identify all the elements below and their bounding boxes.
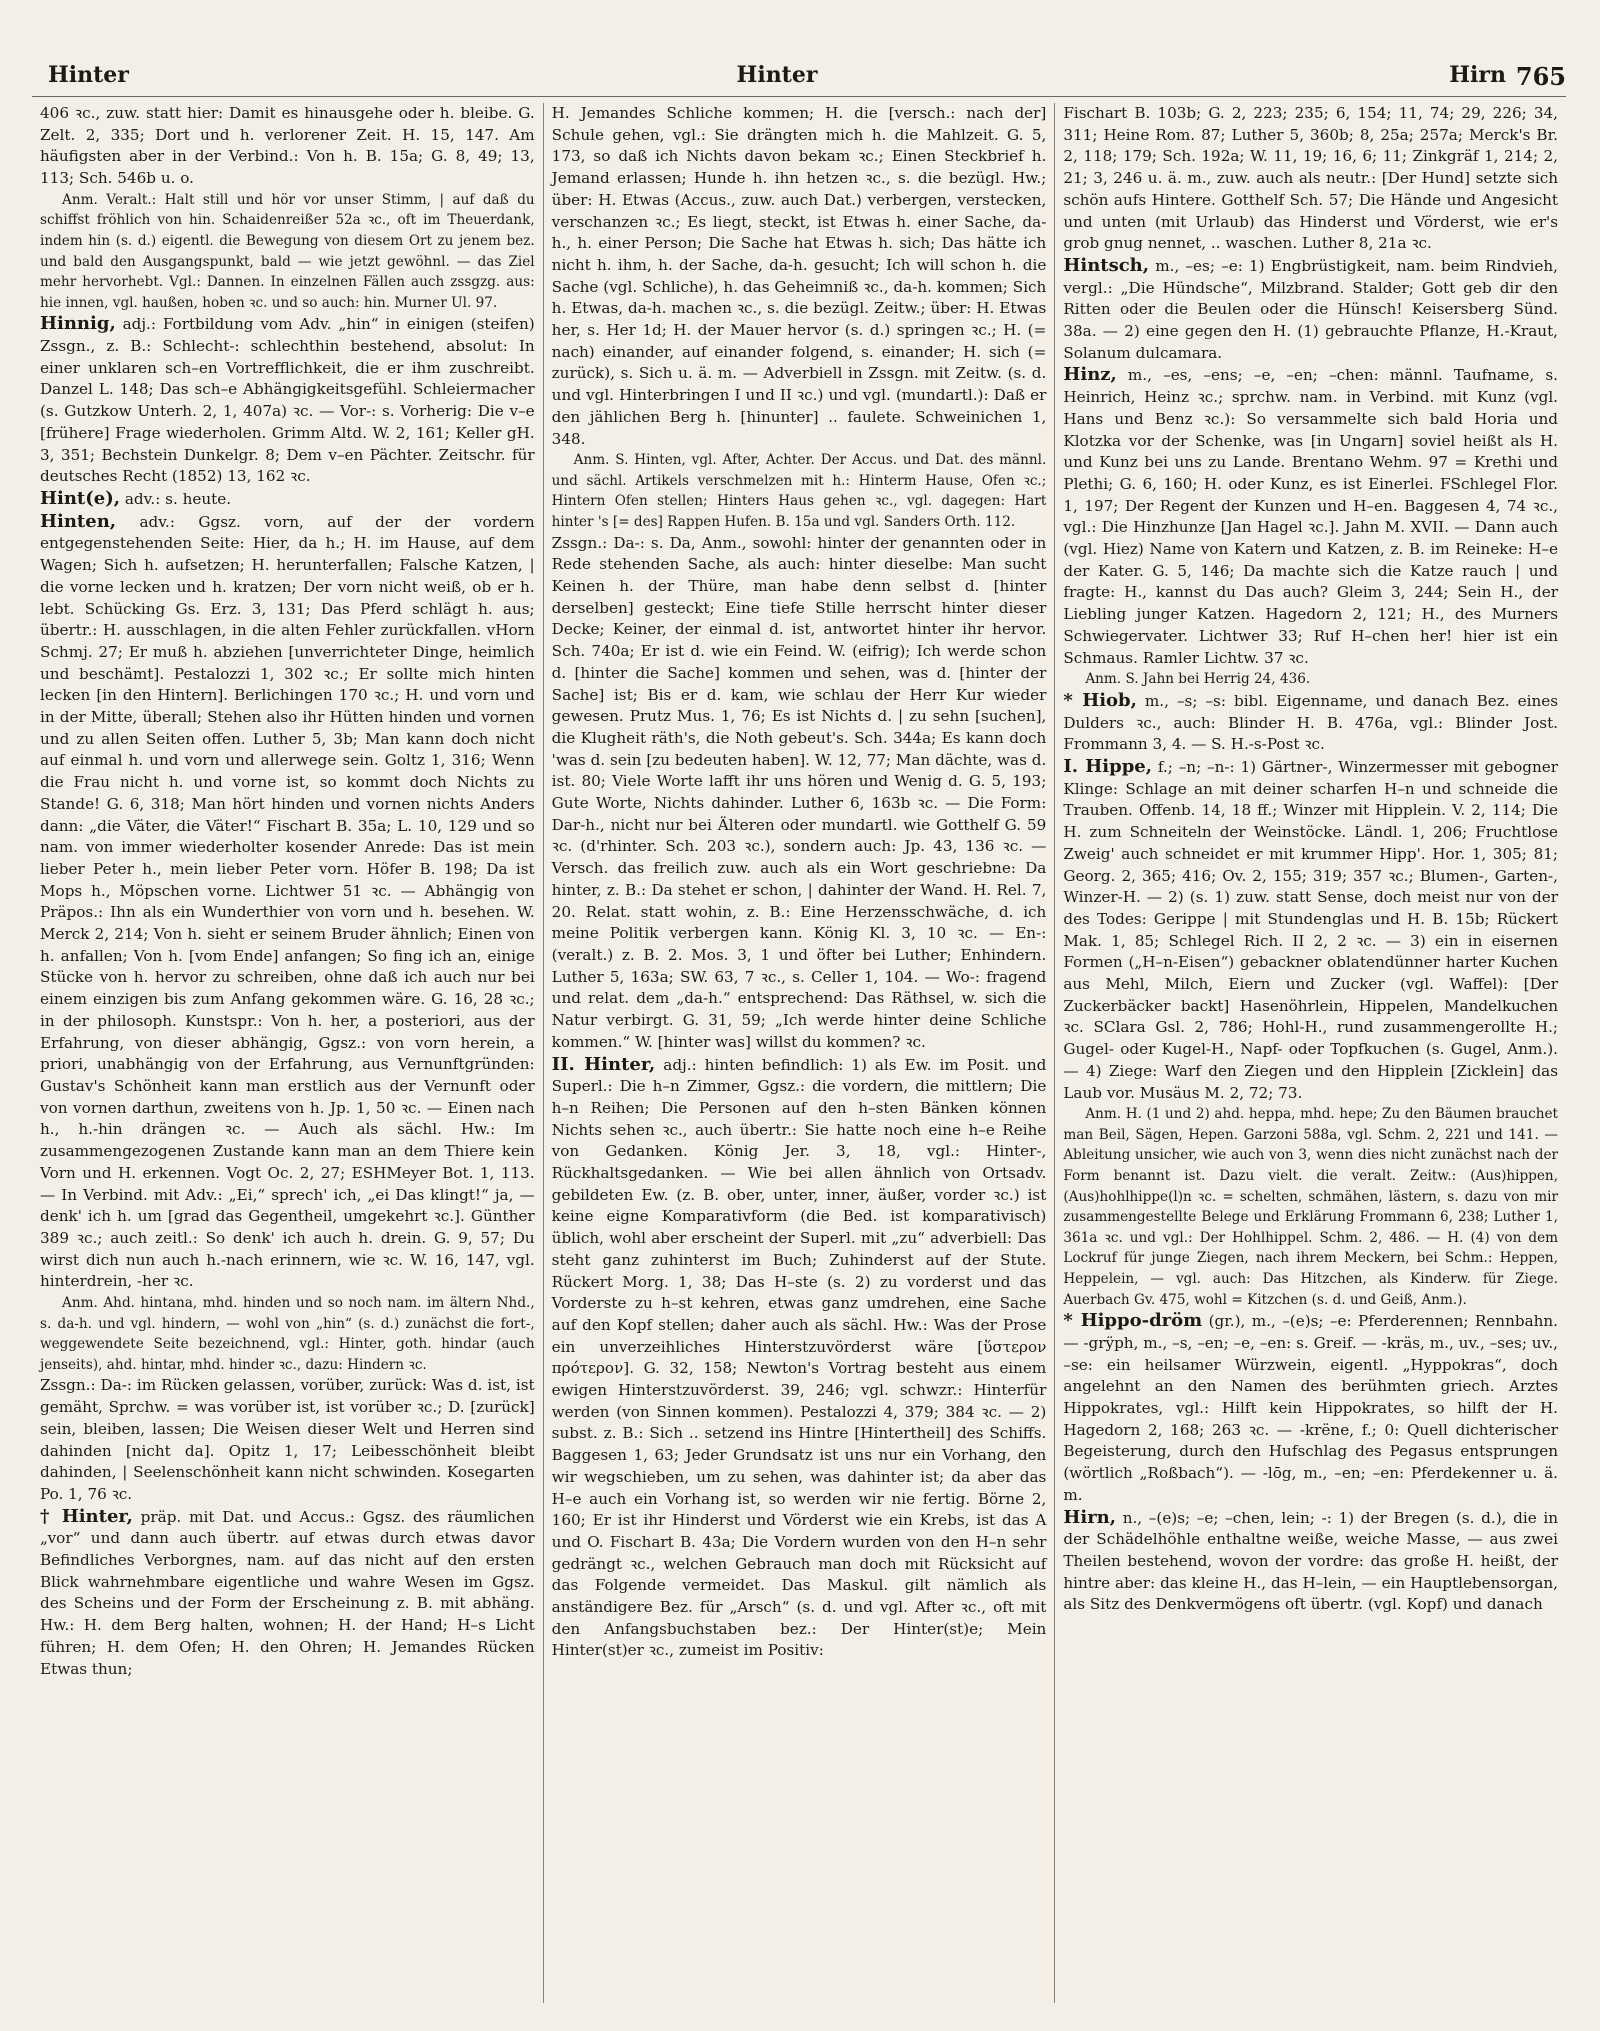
entry-lemma: Hintsch,	[1063, 254, 1150, 276]
running-header	[32, 62, 1566, 97]
entry-body: m., –es, –ens; –e, –en; –chen: männl. Taufname, s. Heinrich, Heinz ꝛc.; sprchw. nam. in Verbind. mit Kunz (vgl. Hans und Benz ꝛc.): So versammelte sich bald Horia und Klotzka vor der Schenke, was [in Ungarn] soviel heißt als H. und Kunz bei uns zu Lande. Brentano Wehm. 97 = Krethi und Plethi; G. 6, 160; H. oder Kunz, es ist Einerlei. FSchlegel Flor. 1, 197; Der Regent der Kunzen und H–en. Baggesen 4, 74 ꝛc., vgl.: Die Hinzhunze [Jan Hagel ꝛc.]. Jahn M. XVII. — Dann auch (vgl. Hiez) Name von Katern und Katzen, z. B. im Reineke: H–e der Kater. G. 5, 146; Da machte sich die Katze rauch | und fragte: H., kannst du Das auch? Gleim 3, 244; Sein H., der Liebling junger Katzen. Hagedorn 2, 121; H., des Murners Schwiegervater. Lichtwer 33; Ruf H–chen her! hier ist ein Schmaus. Ramler Lichtw. 37 ꝛc.	[1063, 366, 1559, 667]
annotation-note	[1063, 1104, 1558, 1310]
entry-body: präp. mit Dat. und Accus.: Ggsz. des räumlichen „vor“ und dann auch übertr. auf etwas durch etwas davor Befindliches Verborgnes, nam. auf das nicht auf den ersten Blick wahrnehmbare eigentliche und wahre Wesen im Ggsz. des Scheins und der Form der Erscheinung z. B. mit abhäng. Hw.: H. dem Berg halten, wohnen; H. der Hand; H–s Licht führen; H. dem Ofen; H. den Ohren; H. Jemandes Rücken Etwas thun;	[40, 1507, 535, 1678]
dictionary-entry	[552, 1054, 1047, 1663]
entry-text	[552, 103, 1047, 450]
text-columns	[32, 103, 1566, 2003]
entry-body: 406 ꝛc., zuw. statt hier: Damit es hinausgehe oder h. bleibe. G. Zelt. 2, 335; Dort und h. verlorener Zeit. H. 15, 147. Am häufigsten aber in der Verbind.: Von h. B. 15a; G. 8, 49; 13, 113; Sch. 546b u. o.	[40, 104, 535, 188]
entry-lemma: Hinten,	[40, 510, 117, 532]
dictionary-entry	[1063, 690, 1558, 756]
dictionary-entry	[1063, 1507, 1558, 1617]
dictionary-entry	[40, 313, 535, 488]
annotation-note	[40, 1293, 535, 1375]
dictionary-entry	[1063, 756, 1558, 1104]
entry-body: f.; –n; –n-: 1) Gärtner-, Winzermesser mit gebogner Klinge: Schlage an mit deiner scharfen H–n und schneide die Trauben. Offenb. 14, 18 ff.; Winzer mit Hipplein. V. 2, 114; Die H. zum Schneiteln der Weinstöcke. Ländl. 1, 206; Fruchtlose Zweig' auch schneidet er mit krummer Hipp'. Hor. 1, 305; 81; Georg. 2, 365; 416; Ov. 2, 155; 319; 357 ꝛc.; Blumen-, Garten-, Winzer-H. — 2) (s. 1) zuw. statt Sense, doch meist nur von der des Todes: Gerippe | mit Stundenglas und H. B. 15b; Rückert Mak. 1, 85; Schlegel Rich. II 2, 2 ꝛc. — 3) ein in eisernen Formen („H–n-Eisen“) gebackner oblatendünner harter Kuchen aus Mehl, Milch, Eiern und Zucker (vgl. Waffel): [Der Zuckerbäcker backt] Hasenöhrlein, Hippelen, Mandelkuchen ꝛc. SClara Gsl. 2, 786; Hohl-H., rund zusammengerollte H.; Gugel- oder Kugel-H., Napf- oder Topfkuchen (s. Gugel, Anm.). — 4) Ziege: Warf den Ziegen und den Hipplein [Zicklein] das Laub vor. Musäus M. 2, 72; 73.	[1063, 757, 1559, 1102]
entry-body: Anm. S. Hinten, vgl. After, Achter. Der Accus. und Dat. des männl. und sächl. Artikels verschmelzen mit h.: Hinterm Hause, Ofen ꝛc.; Hintern Ofen stellen; Hinters Haus gehen ꝛc., vgl. dagegen: Hart hinter 's [= des] Rappen Hufen. B. 15a und vgl. Sanders Orth. 112.	[551, 452, 1047, 531]
entry-text	[1063, 103, 1558, 255]
entry-text	[40, 1375, 535, 1505]
entry-body: n., –(e)s; –e; –chen, lein; -: 1) der Bregen (s. d.), die in der Schädelhöhle enthaltne weiße, weiche Masse, — aus zwei Theilen bestehend, wovon der vordre: das große H. heißt, der hintre aber: das kleine H., das H–lein, — ein Hauptlebensorgan, als Sitz des Denkvermögens oft übertr. (vgl. Kopf) und danach	[1063, 1508, 1559, 1614]
entry-lemma: * Hippo-dröm	[1063, 1310, 1203, 1332]
entry-body: Zssgn.: Da-: im Rücken gelassen, vorüber, zurück: Was d. ist, ist gemäht, Sprchw. = was vorüber ist, ist vorüber ꝛc.; D. [zurück] sein, bleiben, lassen; Die Weisen dieser Welt und Herren sind dahinden [nicht da]. Opitz 1, 17; Leibesschönheit bleibt dahinden, | Seelenschönheit kann nicht schwinden. Kosegarten Po. 1, 76 ꝛc.	[40, 1376, 535, 1503]
dictionary-entry	[40, 511, 535, 1293]
entry-lemma: II. Hinter,	[551, 1053, 656, 1075]
right-headword: Hirn	[1449, 62, 1506, 88]
entry-body: adv.: Ggsz. vorn, auf der der vordern entgegenstehenden Seite: Hier, da h.; H. im Hause, auf dem Wagen; Sich h. aufsetzen; H. herunterfallen; Falsche Katzen, | die vorne lecken und h. kratzen; Der vorn nicht weiß, ob er h. lebt. Schücking Gs. Erz. 3, 131; Das Pferd schlägt h. aus; übertr.: H. ausschlagen, in die alten Fehler zurückfallen. vHorn Schmj. 27; Er muß h. abziehen [unverrichteter Dinge, heimlich und beschämt]. Pestalozzi 1, 302 ꝛc.; Er sollte mich hinten lecken [in den Hintern]. Berlichingen 170 ꝛc.; H. und vorn und in der Mitte, überall; Stehen also ihr Hütten hinden und vornen und zu allen Seiten offen. Luther 5, 3b; Man kann doch nicht auf einmal h. und vorn und allerwege sein. Goltz 1, 316; Wenn die Frau nicht h. und vorne ist, so kommt doch Nichts zu Stande! G. 6, 318; Man hört hinden und vornen nichts Anders dann: „die Väter, die Väter!“ Fischart B. 35a; L. 10, 129 und so nam. von immer wiederholter kosender Anrede: Das ist mein lieber Peter h., mein lieber Peter vorn. Höfer B. 198; Da ist Mops h., Möpschen vorne. Lichtwer 51 ꝛc. — Abhängig von Präpos.: Ihn als ein Wunderthier von vorn und h. besehen. W. Merck 2, 214; Von h. sieht er seinem Bruder ähnlich; Einen von h. anfallen; Von h. [vom Ende] anfangen; So fing ich an, einige Stücke von h. hervor zu schreiben, ohne daß ich auch nur bei einem einzigen bis zum Anfang gekommen wäre. G. 16, 28 ꝛc.; in der philosoph. Kunstspr.: Von h. her, a posteriori, aus der Erfahrung, von dieser abhängig, Ggsz.: von vorn herein, a priori, unabhängig von der Erfahrung, aus Vernunftgründen: Gustav's Schönheit kann man erstlich aus der Vernunft oder von vornen darthun, zweitens von h. Jp. 1, 50 ꝛc. — Einen nach h., h.-hin drängen ꝛc. — Auch als sächl. Hw.: Im zusammengezogenen Zustande kann man an dem Thiere kein Vorn und H. erkennen. Vogt Oc. 2, 27; ESHMeyer Bot. 1, 113. — In Verbind. mit Adv.: „Ei,“ sprech' ich, „ei Das klingt!“ ja, — denk' ich h. um [grad das Gegentheil, umgekehrt ꝛc.]. Günther 389 ꝛc.; auch zeitl.: So denk' ich auch h. drein. G. 9, 57; Du wirst dich nun auch h.-nach erinnern, wie ꝛc. W. 16, 147, vgl. hinterdrein, -her ꝛc.	[40, 512, 535, 1291]
entry-body: Anm. Ahd. hintana, mhd. hinden und so noch nam. im ältern Nhd., s. da-h. und vgl. hindern, — wohl von „hin“ (s. d.) zunächst die fort-, weggewendete Seite bezeichnend, vgl.: Hinter, goth. hindar (auch jenseits), ahd. hintar, mhd. hinder ꝛc., dazu: Hindern ꝛc.	[40, 1295, 535, 1373]
entry-lemma: Hinz,	[1063, 364, 1117, 386]
center-headword: Hinter	[736, 62, 818, 88]
entry-body: adv.: s. heute.	[120, 490, 232, 508]
entry-text	[40, 103, 535, 190]
entry-text	[552, 533, 1047, 1054]
entry-body: m., –s; –s: bibl. Eigenname, und danach Bez. eines Dulders ꝛc., auch: Blinder H. B. 476a, vgl.: Blinder Jost. Frommann 3, 4. — S. H.-s-Post ꝛc.	[1063, 691, 1559, 754]
dictionary-entry	[40, 1506, 535, 1681]
entry-body: Anm. S. Jahn bei Herrig 24, 436.	[1085, 671, 1311, 688]
column-3	[1055, 103, 1566, 2003]
annotation-note	[1063, 669, 1558, 690]
entry-lemma: Hinnig,	[40, 313, 116, 335]
entry-body: Fischart B. 103b; G. 2, 223; 235; 6, 154; 11, 74; 29, 226; 34, 311; Heine Rom. 87; Luther 5, 360b; 8, 25a; 257a; Merck's Br. 2, 118; 179; Sch. 192a; W. 11, 19; 16, 6; 11; Zinkgräf 1, 214; 2, 21; 3, 246 u. ä. m., zuw. auch als neutr.: [Der Hund] setzte sich schön aufs Hintere. Gotthelf Sch. 57; Die Hände und Angesicht und unten (mit Urlaub) das Hinderst und Vörderst, wie er's grob gnug nennet, .. waschen. Luther 8, 21a ꝛc.	[1063, 104, 1559, 253]
entry-lemma: Hint(e),	[40, 488, 120, 509]
entry-lemma: † Hinter,	[40, 1505, 133, 1527]
entry-body: Zssgn.: Da-: s. Da, Anm., sowohl: hinter der genannten oder in Rede stehenden Sache, als auch: hinter dieselbe: Man sucht Keinen h. der Thüre, man habe denn selbst d. [hinter derselben] gesteckt; Eine tiefe Stille herrscht hinter dieser Decke; Keiner, der einmal d. ist, antwortet hinter ihr hervor. Sch. 740a; Er ist d. wie ein Feind. W. (eifrig); Ich werde schon d. [hinter die Sache] kommen und sehen, was d. [hinter der Sache] ist; Bis er d. kam, wie schlau der Herr Kur wieder gewesen. Prutz Mus. 1, 76; Es ist Nichts d. | zu sehn [suchen], die Klugheit räth's, die Noth gebeut's. Sch. 344a; Es kann doch 'was d. sein [zu bedeuten haben]. W. 12, 77; Man dächte, was d. ist. 80; Viele Worte lafft ihr uns hören und Wenig d. G. 5, 193; Gute Worte, Nichts dahinder. Luther 6, 163b ꝛc. — Die Form: Dar-h., nicht nur bei Älteren oder mundartl. wie Gotthelf G. 59 ꝛc. (d'rhinter. Sch. 203 ꝛc.), sondern auch: Jp. 43, 136 ꝛc. — Versch. das freilich zuw. auch als ein Wort geschriebne: Da hinter, z. B.: Da stehet er schon, | dahinter der Wand. H. Rel. 7, 20. Relat. statt wohin, z. B.: Eine Herzensschwäche, d. ich meine Politik verbergen kann. König Kl. 3, 10 ꝛc. — En-: (veralt.) z. B. 2. Mos. 3, 1 und öfter bei Luther; Enhindern. Luther 5, 163a; SW. 63, 7 ꝛc., s. Celler 1, 104. — Wo-: fragend und relat. dem „da-h.“ entsprechend: Das Räthsel, w. sich die Natur verbirgt. G. 31, 59; „Ich werde hinter deine Schliche kommen.“ W. [hinter was] willst du kommen? ꝛc.	[551, 533, 1047, 1051]
entry-body: Anm. Veralt.: Halt still und hör vor unser Stimm, | auf daß du schiffst fröhlich von hin. Schaidenreißer 52a ꝛc., oft im Theuerdank, indem hin (s. d.) eigentl. die Bewegung von diesem Ort zu jenem bez. und bald den Ausgangspunkt, bald — wie jetzt gewöhnl. — das Ziel mehr hervorhebt. Vgl.: Dannen. In einzelnen Fällen auch zssgzg. aus: hie innen, vgl. haußen, hoben ꝛc. und so auch: hin. Murner Ul. 97.	[40, 191, 535, 311]
column-1	[32, 103, 544, 2003]
entry-lemma: I. Hippe,	[1063, 755, 1153, 777]
dictionary-entry	[1063, 364, 1558, 669]
entry-body: m., –es; –e: 1) Engbrüstigkeit, nam. beim Rindvieh, vergl.: „Die Hündsche“, Milzbrand. Stalder; Gott geb dir den Ritten oder die Beulen oder die Hünsch! Keisersberg Sünd. 38a. — 2) eine gegen den H. (1) gebrauchte Pflanze, H.-Kraut, Solanum dulcamara.	[1063, 256, 1559, 362]
entry-body: H. Jemandes Schliche kommen; H. die [versch.: nach der] Schule gehen, vgl.: Sie drängten mich h. die Mahlzeit. G. 5, 173, so daß ich Nichts davon bekam ꝛc.; Einen Steckbrief h. Jemand erlassen; Hunde h. ihn hetzen ꝛc., s. die bezügl. Hw.; über: H. Etwas (Accus., zuw. auch Dat.) verbergen, verstecken, verschanzen ꝛc.; Es liegt, steckt, ist Etwas h. einer Sache, da-h., h. einer Person; Die Sache hat Etwas h. sich; Das hätte ich nicht h. ihm, h. der Sache, da-h. gesucht; Ich will schon h. die Sache (vgl. Schliche), h. das Geheimniß ꝛc., da-h. kommen; Sich h. Etwas, da-h. machen ꝛc., s. die bezügl. Zeitw.; über: H. Etwas her, s. Her 1d; H. der Mauer hervor (s. d.) springen ꝛc.; H. (= nach) einander, auf einander folgend, s. einander; H. sich (= zurück), s. Sich u. ä. m. — Adverbiell in Zssgn. mit Zeitw. (s. d. und vgl. Hinterbringen I und II ꝛc.) und vgl. (mundartl.): Daß er den jählichen Berg h. [hinunter] .. faulete. Schweinichen 1, 348.	[551, 104, 1047, 448]
left-headword: Hinter	[48, 62, 129, 88]
dictionary-entry	[1063, 1310, 1558, 1506]
annotation-note	[40, 190, 535, 314]
dictionary-entry	[1063, 255, 1558, 365]
annotation-note	[552, 450, 1047, 532]
dictionary-entry	[40, 488, 535, 511]
entry-lemma: * Hiob,	[1063, 689, 1137, 711]
page-number: 765	[1515, 62, 1566, 91]
entry-lemma: Hirn,	[1063, 1506, 1117, 1528]
entry-body: adj.: hinten befindlich: 1) als Ew. im Posit. und Superl.: Die h–n Zimmer, Ggsz.: die vordern, die mittlern; Die h–n Reihen; Die Personen auf den h–sten Bänken können Nichts sehen ꝛc., auch übertr.: Sie hatte noch eine h–e Reihe von Gedanken. König Jer. 3, 18, vgl.: Hinter-, Rückhaltsgedanken. — Wie bei allen ähnlich von Ortsadv. gebildeten Ew. (z. B. ober, unter, inner, äußer, vorder ꝛc.) ist keine eigne Komparativform (die Bed. ist komparativisch) üblich, wohl aber erscheint der Superl. mit „zu“ adverbiell: Das steht ganz zuhinterst im Buch; Zuhinderst auf der Stute. Rückert Morg. 1, 38; Das H–ste (s. 2) zu vorderst und das Vorderste zu h–st kehren, etwas ganz umdrehen, eine Sache auf den Kopf stellen; daher auch als sächl. Hw.: Was der Prose ein unverzeihliches Hinterstzuvörderst wäre [ὕστερον πρότερον]. G. 32, 158; Newton's Vortrag besteht aus einem ewigen Hinterstzuvörderst. 39, 246; vgl. schwzr.: Hinterfür werden (von Sinnen kommen). Pestalozzi 4, 379; 384 ꝛc. — 2) subst. z. B.: Sich .. setzend ins Hintre [Hintertheil] des Schiffs. Baggesen 1, 63; Jeder Grundsatz ist uns nur ein Vorhang, den wir wegschieben, um zu sehen, was dahinter ist; da aber das H–e auch ein Vorhang ist, so werden wir nie fertig. Börne 2, 160; Er ist ihr Hinderst und Vörderst wie ein Krebs, ist das A und O. Fischart B. 43a; Die Vordern wurden von den H–n sehr gedrängt ꝛc., welchen Gebrauch man doch mit Rücksicht auf das Folgende vermeidet. Das Maskul. gilt nämlich als anständigere Bez. für „Arsch“ (s. d. und vgl. After ꝛc., oft mit den Anfangsbuchstaben bez.: Der Hinter(st)e; Mein Hinter(st)er ꝛc., zumeist im Positiv:	[551, 1055, 1047, 1660]
column-2	[544, 103, 1056, 2003]
entry-body: adj.: Fortbildung vom Adv. „hin“ in einigen (steifen) Zssgn., z. B.: Schlecht-: schlechthin bestehend, absolut: In einer unklaren sch–en Vortrefflichkeit, die er ihm zuschreibt. Danzel L. 148; Das sch–e Abhängigkeitsgefühl. Schleiermacher (s. Gutzkow Unterh. 2, 1, 407a) ꝛc. — Vor-: s. Vorherig: Die v–e [frühere] Frage wiederholen. Grimm Altd. W. 2, 161; Keller gH. 3, 351; Bechstein Dunkelgr. 8; Dem v–en Pächter. Zeitschr. für deutsches Recht (1852) 13, 162 ꝛc.	[40, 315, 535, 486]
entry-body: (gr.), m., –(e)s; –e: Pferderennen; Rennbahn. — -grÿph, m., –s, –en; –e, –en: s. Greif. — -kräs, m., uv., –ses; uv., –se: ein heilsamer Würzwein, eigentl. „Hyppokras“, doch angelehnt an den Namen des berühmten griech. Arztes Hippokrates, vgl.: Hilft kein Hippokrates, so hilft der H. Hagedorn 2, 168; 263 ꝛc. — -krëne, f.; 0: Quell dichterischer Begeisterung, durch den Hufschlag des Pegasus entsprungen (wörtlich „Roßbach“). — -lōg, m., –en; –en: Pferdekenner u. ä. m.	[1063, 1312, 1559, 1504]
entry-body: Anm. H. (1 und 2) ahd. heppa, mhd. hepe; Zu den Bäumen brauchet man Beil, Sägen, Hepen. Garzoni 588a, vgl. Schm. 2, 221 und 141. — Ableitung unsicher, wie auch von 3, wenn dies nicht zunächst nach der Form benannt ist. Dazu vielt. die veralt. Zeitw.: (Aus)hippen, (Aus)hohlhippe(l)n ꝛc. = schelten, schmähen, lästern, s. dazu von mir zusammengestellte Belege und Erklärung Frommann 6, 238; Luther 1, 361a ꝛc. und vgl.: Der Hohlhippel. Schm. 2, 486. — H. (4) von dem Lockruf für junge Ziegen, nach ihrem Meckern, bei Schm.: Heppen, Heppelein, — vgl. auch: Das Hitzchen, als Kinderw. für Ziege. Auerbach Gv. 475, wohl = Kitzchen (s. d. und Geiß, Anm.).	[1063, 1106, 1559, 1308]
